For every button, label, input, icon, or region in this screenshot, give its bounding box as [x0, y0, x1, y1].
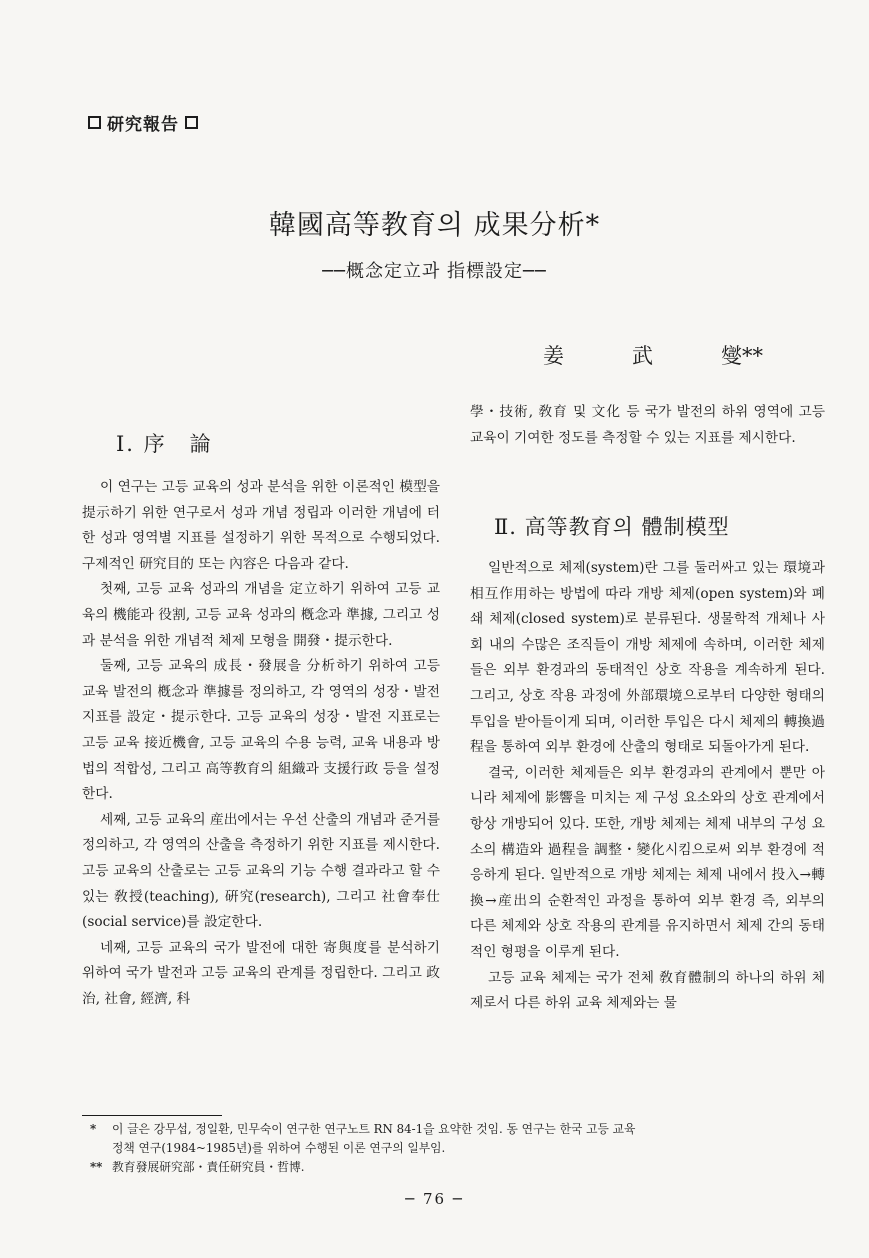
- author-char: 燮**: [721, 344, 763, 368]
- footnote-mark: **: [90, 1160, 103, 1174]
- page-number: ─ 76 ─: [405, 1190, 464, 1208]
- paragraph: 세째, 고등 교육의 産出에서는 우선 산출의 개념과 준거를 정의하고, 각 영역의 산출을 측정하기 위한 지표를 제시한다. 고등 교육의 산출로는 고등 교육의 기능 수행 결과라고 할 수 있는 敎授(teaching), 硏究(research), 그리고 社會奉仕(social service)를 設定한다.: [82, 811, 440, 931]
- footnote-text: 이 글은 강무섭, 정일환, 민무숙이 연구한 연구노트 RN 84-1을 요약한 것임. 동 연구는 한국 고등 교육: [112, 1122, 636, 1136]
- paragraph: 결국, 이러한 체제들은 외부 환경과의 관계에서 뿐만 아니라 체제에 影響을 미치는 제 구성 요소와의 상호 관계에서 항상 개방되어 있다. 또한, 개방 체제는 체제 내부의 구성 요소의 構造와 過程을 調整・變化시킴으로써 외부 환경에 적응하게 된다. 일반적으로 개방 체제는 체제 내에서 投入→轉換→産出의 순환적인 과정을 통하여 외부 환경 즉, 외부의 다른 체제와 상호 작용의 관계를 유지하면서 체제 간의 동태적인 형평을 이루게 된다.: [470, 764, 825, 960]
- article-subtitle: ──概念定立과 指標設定──: [322, 261, 547, 282]
- section-label-text: 研究報告: [107, 115, 179, 135]
- author-name: [543, 340, 763, 370]
- footnote-mark: *: [90, 1122, 97, 1136]
- footnote-2: [90, 1158, 830, 1177]
- footnote-1: [90, 1120, 830, 1139]
- section-heading-introduction: Ⅰ. 序 論: [116, 432, 213, 456]
- paragraph: 첫째, 고등 교육 성과의 개념을 定立하기 위하여 고등 교육의 機能과 役割, 고등 교육 성과의 槪念과 準據, 그리고 성과 분석을 위한 개념적 체제 모형을 開發・提示한다.: [82, 581, 440, 649]
- paragraph: 고등 교육 체제는 국가 전체 敎育體制의 하나의 하위 체제로서 다른 하위 교육 체제와는 물: [470, 969, 825, 1012]
- footnote-text: 教育發展研究部・責任研究員・哲博.: [112, 1160, 305, 1174]
- right-column-body: [470, 556, 825, 1017]
- right-column: [470, 400, 825, 451]
- footnote-1-continued: 정책 연구(1984~1985년)를 위하여 수행된 이론 연구의 일부임.: [112, 1141, 446, 1155]
- paragraph: 네째, 고등 교육의 국가 발전에 대한 寄與度를 분석하기 위하여 국가 발전과 고등 교육의 관계를 정립한다. 그리고 政治, 社會, 經濟, 科: [82, 939, 440, 1007]
- box-icon: [185, 116, 198, 129]
- footnotes: [90, 1120, 830, 1177]
- article-title: 韓國高等教育의 成果分析*: [268, 210, 601, 241]
- left-column: [82, 475, 440, 1012]
- section-heading-system-model: Ⅱ. 高等教育의 體制模型: [494, 515, 730, 539]
- paragraph-continuation: 學・技術, 敎育 및 文化 등 국가 발전의 하위 영역에 고등 교육이 기여한 정도를 측정할 수 있는 지표를 제시한다.: [470, 404, 825, 446]
- paragraph: 둘째, 고등 교육의 成長・發展을 分析하기 위하여 고등 교육 발전의 槪念과 準據를 정의하고, 각 영역의 성장・발전 지표를 設定・提示한다. 고등 교육의 성장・발전 지표로는 고등 교육 接近機會, 고등 교육의 수용 능력, 교육 내용과 방법의 적합성, 그리고 高等教育의 組織과 支援行政 등을 설정한다.: [82, 658, 440, 803]
- author-char: 武: [632, 344, 653, 368]
- section-label: [88, 110, 198, 135]
- paragraph: 이 연구는 고등 교육의 성과 분석을 위한 이론적인 模型을 提示하기 위한 연구로서 성과 개념 정립과 이러한 개념에 터한 성과 영역별 지표를 설정하기 위한 목적으로 수행되었다. 구제적인 研究目的 또는 內容은 다음과 같다.: [82, 479, 440, 572]
- author-char: 姜: [543, 344, 564, 368]
- footnote-divider: [82, 1115, 222, 1116]
- box-icon: [88, 116, 101, 129]
- paragraph: 일반적으로 체제(system)란 그를 둘러싸고 있는 環境과 相互作用하는 방법에 따라 개방 체제(open system)와 폐쇄 체제(closed system)로 분류된다. 생물학적 개체나 사회 내의 수많은 조직들이 개방 체제에 속하며, 이러한 체제들은 외부 환경과의 동태적인 상호 작용을 계속하게 된다. 그리고, 상호 작용 과정에 外部環境으로부터 다양한 형태의 투입을 받아들이게 되며, 이러한 투입은 다시 체제의 轉換過程을 통하여 외부 환경에 산출의 형태로 되돌아가게 된다.: [470, 560, 825, 756]
